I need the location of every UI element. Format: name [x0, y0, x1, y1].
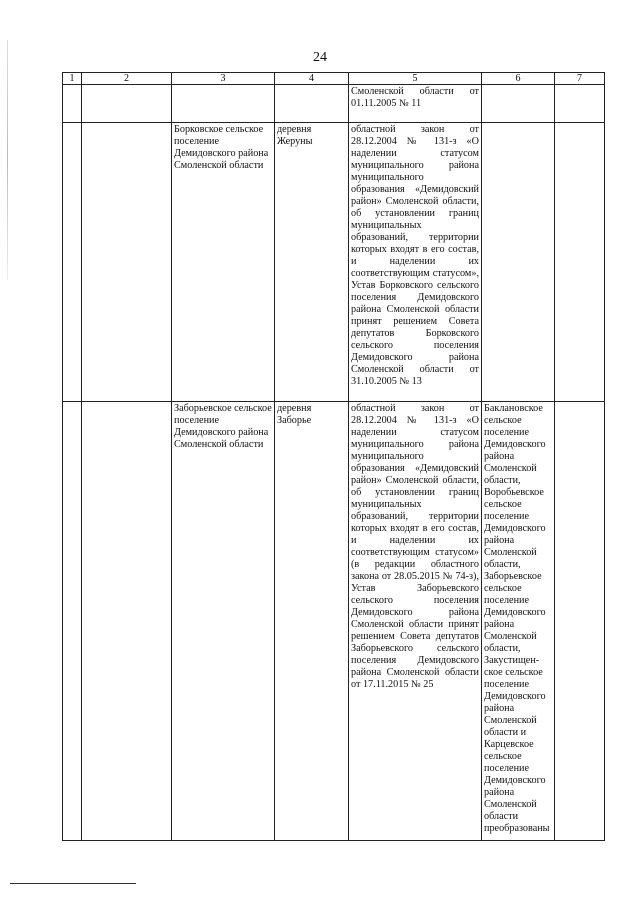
row3-admin-center: деревня Заборье — [275, 402, 349, 841]
row2-col2 — [82, 123, 172, 402]
row3-col7 — [555, 402, 605, 841]
page-number: 24 — [313, 50, 327, 65]
row1-legal-basis: Смоленской области от 01.11.2005 № 11 — [349, 85, 482, 123]
header-col-5: 5 — [349, 73, 482, 85]
table-row — [63, 402, 605, 841]
row1-col6 — [482, 85, 555, 123]
row2-col6 — [482, 123, 555, 402]
footnote-rule — [10, 883, 136, 884]
scan-artifact-left — [7, 40, 8, 280]
header-row — [63, 73, 605, 85]
row3-legal-basis: областной закон от 28.12.2004 № 131-з «О наделении статусом муниципального района муниципального образования «Демидовский район» Смоленской области, об установлении границ муниципальных образований, территории которых входят в его состав, и наделении их соответствующим статусом» (в редакции областного закона от 28.05.2015 № 74-з), Устав Заборьевского сельского поселения Демидовского района Смоленской области принят решением Совета депутатов Заборьевского сельского поселения Демидовского района Смоленской области от 17.11.2015 № 25 — [349, 402, 482, 841]
header-col-1: 1 — [63, 73, 82, 85]
header-col-2: 2 — [82, 73, 172, 85]
row1-col3 — [172, 85, 275, 123]
table-row — [63, 123, 605, 402]
row1-col2 — [82, 85, 172, 123]
row3-transformation-note: Баклановское сельское поселение Демидовского района Смоленской области, Воробьевское сельское поселение Демидовского района Смоленской области, Заборьевское сельское поселение Демидовского района Смоленской области, Закустищен-ское сельское поселение Демидовского района Смоленской области и Карцевское сельское поселение Демидовского района Смоленской области преобразованы — [482, 402, 555, 841]
header-col-4: 4 — [275, 73, 349, 85]
row2-settlement-name: Борковское сельское поселение Демидовского района Смоленской области — [172, 123, 275, 402]
header-col-3: 3 — [172, 73, 275, 85]
row3-settlement-name: Заборьевское сельское поселение Демидовского района Смоленской области — [172, 402, 275, 841]
row2-col1 — [63, 123, 82, 402]
row1-col1 — [63, 85, 82, 123]
row2-col7 — [555, 123, 605, 402]
header-col-7: 7 — [555, 73, 605, 85]
row3-col1 — [63, 402, 82, 841]
row1-col7 — [555, 85, 605, 123]
row2-admin-center: деревня Жеруны — [275, 123, 349, 402]
table-row — [63, 85, 605, 123]
row1-col4 — [275, 85, 349, 123]
header-col-6: 6 — [482, 73, 555, 85]
registry-table — [62, 72, 605, 841]
row2-legal-basis: областной закон от 28.12.2004 № 131-з «О наделении статусом муниципального района муниципального образования «Демидовский район» Смоленской области, об установлении границ муниципальных образований, территории которых входят в его состав, и наделении их соответствующим статусом», Устав Борковского сельского поселения Демидовского района Смоленской области принят решением Совета депутатов Борковского сельского поселения Демидовского района Смоленской области от 31.10.2005 № 13 — [349, 123, 482, 402]
row3-col2 — [82, 402, 172, 841]
